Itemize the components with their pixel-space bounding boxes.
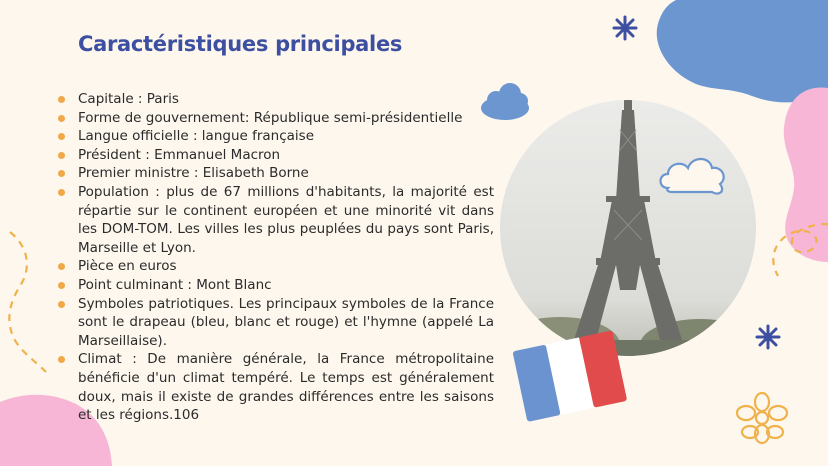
slide-title: Caractéristiques principales xyxy=(78,32,403,56)
list-item xyxy=(58,257,494,276)
list-item-text: Premier ministre : Elisabeth Borne xyxy=(78,165,309,182)
bullet-icon xyxy=(58,189,65,196)
list-item xyxy=(58,127,494,146)
list-item xyxy=(58,109,494,128)
list-item xyxy=(58,164,494,183)
bullet-icon xyxy=(58,263,65,270)
list-item-text: Climat : De manière générale, la France métropolitaine bénéficie d'un climat tempéré. Le temps est généralement doux, mais il existe de grandes différences entre les saisons et les régions.106 xyxy=(78,351,494,424)
bullet-icon xyxy=(58,96,65,103)
list-item-text: Point culminant : Mont Blanc xyxy=(78,276,272,293)
list-item-text: Forme de gouvernement: République semi-présidentielle xyxy=(78,109,463,126)
bullet-icon xyxy=(58,170,65,177)
list-item xyxy=(58,276,494,295)
list-item-text: Capitale : Paris xyxy=(78,91,179,107)
bullet-icon xyxy=(58,152,65,159)
list-item xyxy=(58,295,494,351)
bullet-icon xyxy=(58,115,65,122)
bullet-list xyxy=(58,90,494,425)
list-item xyxy=(58,183,494,257)
list-item-text: Langue officielle : langue française xyxy=(78,128,315,145)
bullet-icon xyxy=(58,133,65,140)
list-item xyxy=(58,90,494,109)
list-item xyxy=(58,350,494,424)
bullet-icon xyxy=(58,301,65,308)
list-item xyxy=(58,146,494,165)
list-item-text: Population : plus de 67 millions d'habitants, la majorité est répartie sur le continent européen et une minorité vit dans les DOM-TOM. Les villes les plus peuplées du pays sont Paris, Marseille et Lyon. xyxy=(78,183,494,256)
bullet-icon xyxy=(58,356,65,363)
list-item-text: Président : Emmanuel Macron xyxy=(78,146,281,163)
list-item-text: Symboles patriotiques. Les principaux symboles de la France sont le drapeau (bleu, blanc et rouge) et l'hymne (appelé La Marseillaise). xyxy=(78,295,494,349)
france-flag-icon xyxy=(512,330,627,422)
list-item-text: Pièce en euros xyxy=(78,258,177,275)
bullet-icon xyxy=(58,282,65,289)
